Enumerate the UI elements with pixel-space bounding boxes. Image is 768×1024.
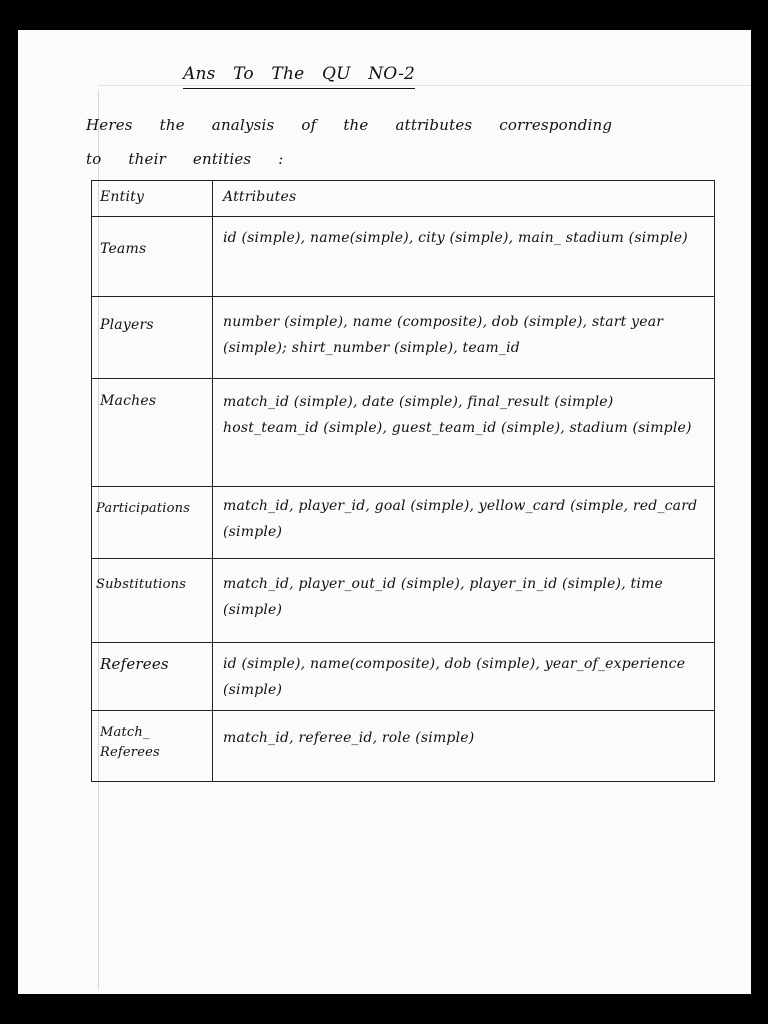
table-row: [92, 559, 714, 643]
entity-cell: Maches: [92, 379, 213, 486]
header-entity: Entity: [92, 181, 213, 216]
attributes-cell: match_id, player_id, goal (simple), yellow_card (simple, red_card (simple): [223, 498, 698, 540]
page-title: Ans To The QU NO-2: [183, 64, 415, 89]
entity-cell: Players: [92, 297, 213, 378]
intro-line-1: Heres the analysis of the attributes corresponding: [86, 116, 613, 134]
table-row: [92, 217, 714, 297]
entity-cell: Referees: [92, 643, 213, 710]
entity-cell: Match_ Referees: [92, 711, 213, 781]
table-row: [92, 711, 714, 781]
intro-line-2: to their entities :: [86, 150, 284, 168]
entity-cell: Substitutions: [92, 559, 213, 642]
table-header-row: [92, 181, 714, 217]
table-row: [92, 379, 714, 487]
attributes-cell: match_id (simple), date (simple), final_result (simple) host_team_id (simple), guest_team_id (simple), stadium (simple): [223, 394, 692, 436]
table-row: [92, 487, 714, 559]
entity-cell: Teams: [92, 217, 213, 296]
attributes-cell: match_id, referee_id, role (simple): [223, 730, 475, 746]
header-attributes: Attributes: [223, 189, 297, 205]
entity-attribute-table: [91, 180, 715, 782]
attributes-cell: match_id, player_out_id (simple), player_in_id (simple), time (simple): [223, 576, 663, 618]
entity-cell: Participations: [92, 487, 213, 558]
table-row: [92, 297, 714, 379]
table-row: [92, 643, 714, 711]
attributes-cell: number (simple), name (composite), dob (simple), start year (simple); shirt_number (simple), team_id: [223, 314, 664, 356]
attributes-cell: id (simple), name(composite), dob (simple), year_of_experience (simple): [223, 656, 686, 698]
attributes-cell: id (simple), name(simple), city (simple), main_ stadium (simple): [223, 230, 688, 246]
